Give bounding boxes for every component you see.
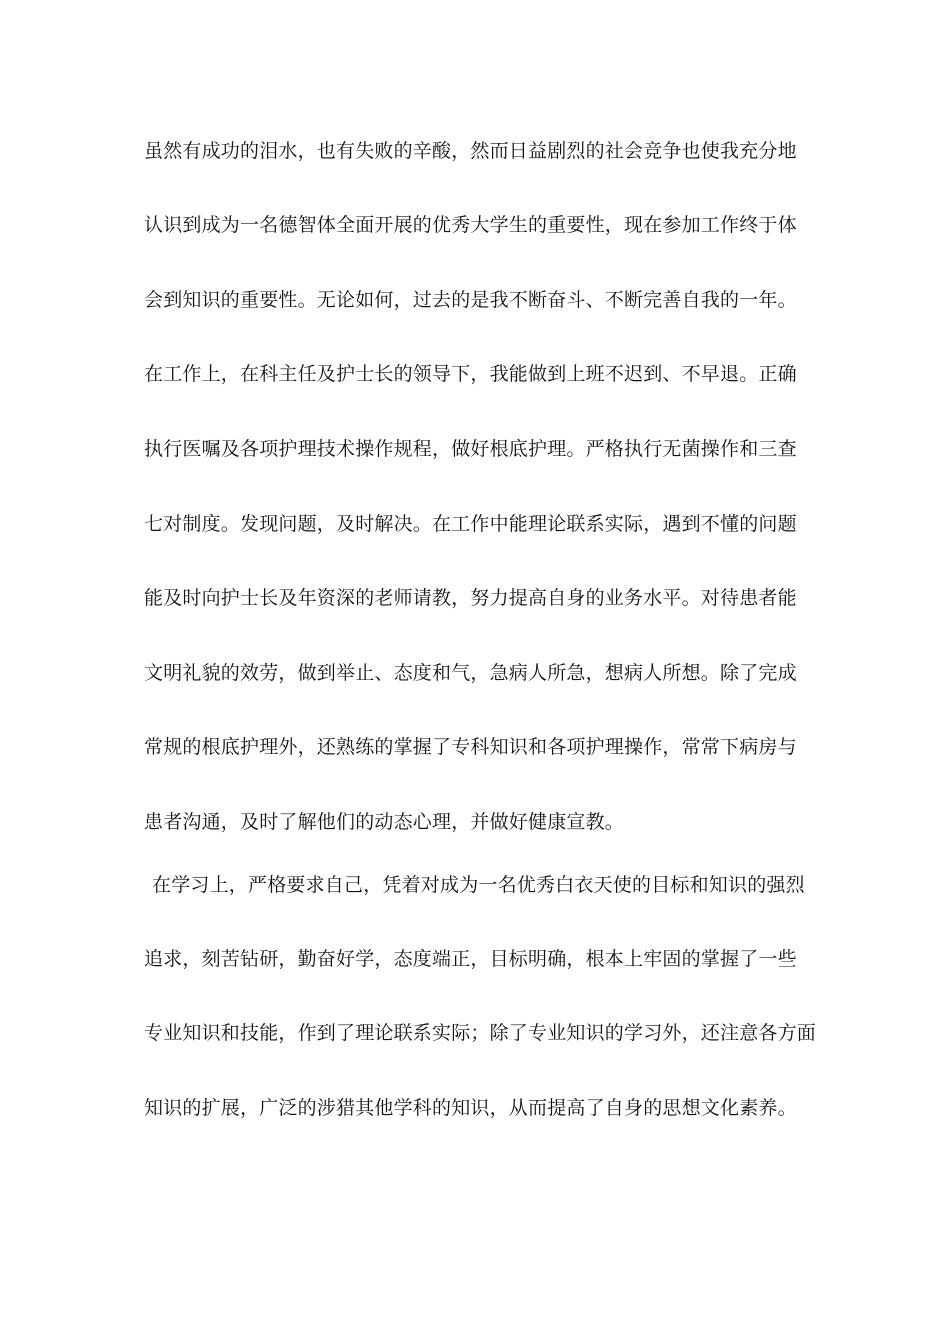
- text-line: 患者沟通，及时了解他们的动态心理，并做好健康宣教。: [144, 811, 625, 833]
- text-line: 在学习上，严格要求自己，凭着对成为一名优秀白衣天使的目标和知识的强烈: [152, 874, 805, 896]
- text-line: 会到知识的重要性。无论如何，过去的是我不断奋斗、不断完善自我的一年。: [144, 289, 797, 311]
- text-line: 虽然有成功的泪水，也有失败的辛酸，然而日益剧烈的社会竞争也使我充分地: [144, 140, 797, 162]
- text-line: 执行医嘱及各项护理技术操作规程，做好根底护理。严格执行无菌操作和三查: [144, 438, 797, 460]
- text-line: 知识的扩展，广泛的涉猎其他学科的知识，从而提高了自身的思想文化素养。: [144, 1097, 797, 1119]
- text-line: 追求，刻苦钻研，勤奋好学，态度端正，目标明确，根本上牢固的掌握了一些: [144, 948, 797, 970]
- text-line: 七对制度。发现问题，及时解决。在工作中能理论联系实际，遇到不懂的问题: [144, 513, 797, 535]
- text-line: 文明礼貌的效劳，做到举止、态度和气，急病人所急，想病人所想。除了完成: [144, 662, 797, 684]
- text-line: 在工作上，在科主任及护士长的领导下，我能做到上班不迟到、不早退。正确: [144, 363, 797, 385]
- text-line: 常规的根底护理外，还熟练的掌握了专科知识和各项护理操作，常常下病房与: [144, 736, 797, 758]
- text-line: 专业知识和技能，作到了理论联系实际；除了专业知识的学习外，还注意各方面: [144, 1022, 817, 1044]
- text-line: 认识到成为一名德智体全面开展的优秀大学生的重要性，现在参加工作终于体: [144, 214, 797, 236]
- text-line: 能及时向护士长及年资深的老师请教，努力提高自身的业务水平。对待患者能: [144, 587, 797, 609]
